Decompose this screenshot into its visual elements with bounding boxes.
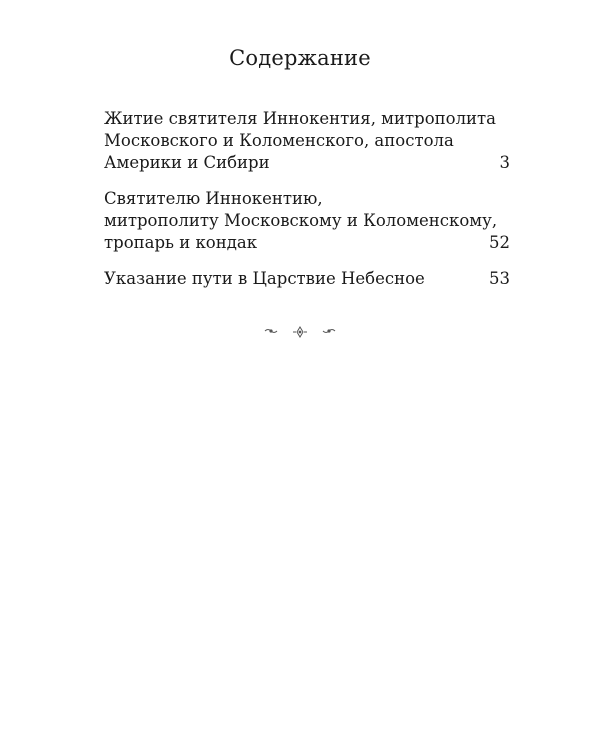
page-title: Содержание bbox=[229, 46, 371, 70]
toc-entry-line: Указание пути в Царствие Небесное bbox=[104, 269, 425, 288]
toc-page-number: 3 bbox=[499, 153, 510, 172]
toc-entry-line: Святителю Иннокентию, bbox=[104, 189, 323, 208]
toc-entry-line: тропарь и кондак bbox=[104, 233, 258, 252]
toc-entry-line: митрополиту Московскому и Коломенскому, bbox=[104, 211, 498, 230]
toc-entry bbox=[104, 268, 510, 290]
diamond-flourish-icon bbox=[292, 326, 308, 338]
table-of-contents bbox=[104, 108, 510, 304]
toc-entry-line: Житие святителя Иннокентия, митрополита bbox=[104, 109, 497, 128]
toc-entry bbox=[104, 108, 510, 174]
toc-entry bbox=[104, 188, 510, 254]
small-flourish-icon bbox=[322, 326, 336, 338]
small-flourish-icon bbox=[264, 326, 278, 338]
toc-entry-line: Московского и Коломенского, апостола bbox=[104, 131, 454, 150]
toc-entry-line: Америки и Сибири bbox=[104, 153, 270, 172]
toc-page-number: 52 bbox=[489, 233, 510, 252]
toc-entry-title bbox=[104, 268, 510, 290]
toc-entry-title bbox=[104, 188, 510, 254]
toc-page-number: 53 bbox=[489, 269, 510, 288]
ornament-divider bbox=[0, 326, 600, 338]
toc-entry-title bbox=[104, 108, 510, 174]
